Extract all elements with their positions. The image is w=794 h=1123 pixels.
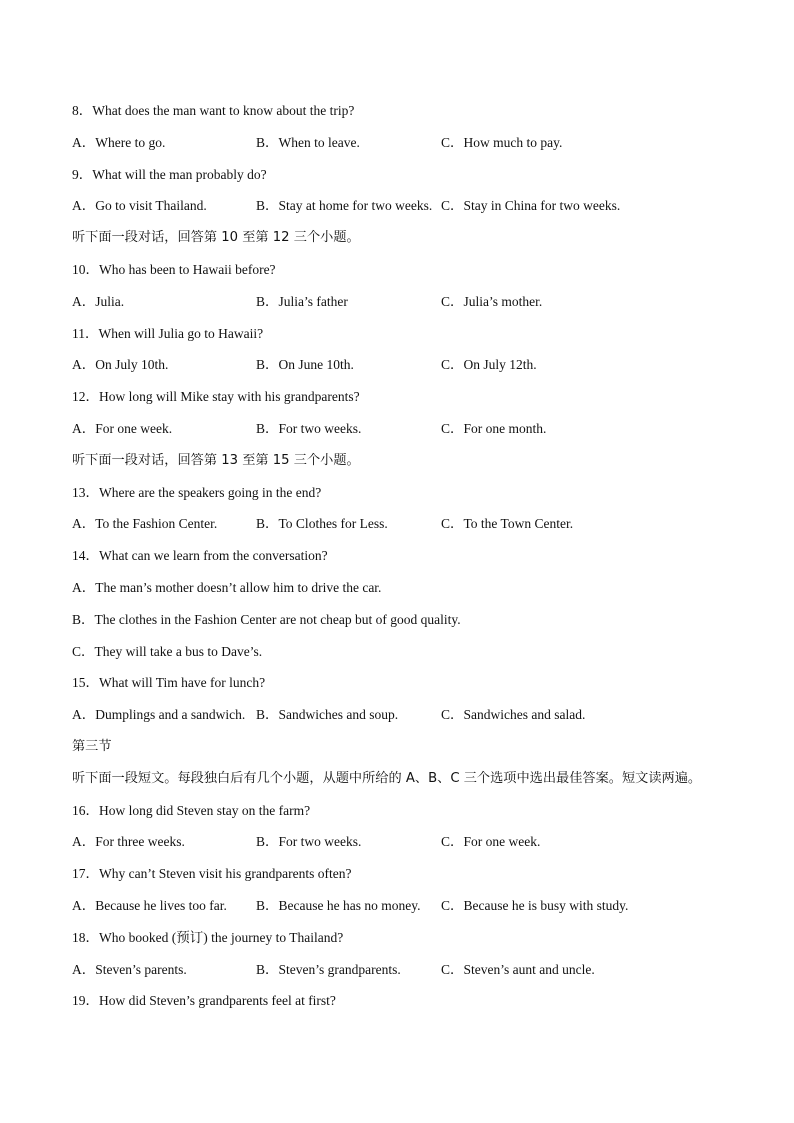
- option-a: A．For three weeks.: [72, 834, 185, 850]
- question-text: 12．How long will Mike stay with his grandparents?: [72, 389, 360, 405]
- answer-options-row: [72, 419, 752, 451]
- question-text: 9．What will the man probably do?: [72, 166, 267, 182]
- question-text: B．The clothes in the Fashion Center are not cheap but of good quality.: [72, 611, 461, 627]
- exam-page: [72, 101, 752, 1023]
- option-a: A．To the Fashion Center.: [72, 516, 218, 532]
- answer-options-row: [72, 133, 752, 165]
- option-c: C．Julia’s mother.: [441, 293, 543, 309]
- option-b: B．Stay at home for two weeks.: [256, 198, 433, 214]
- section-instruction: 听下面一段对话，回答第 13 至第 15 三个小题。: [72, 452, 360, 468]
- option-b: B．On June 10th.: [256, 357, 354, 373]
- option-b: B．Because he has no money.: [256, 897, 421, 913]
- option-a: A．For one week.: [72, 420, 173, 436]
- answer-options-row: [72, 196, 752, 228]
- question-text: 11．When will Julia go to Hawaii?: [72, 325, 264, 341]
- option-c: C．How much to pay.: [441, 134, 563, 150]
- question-text: 8．What does the man want to know about the trip?: [72, 103, 355, 118]
- answer-options-row: [72, 705, 752, 737]
- option-b: B．Julia’s father: [256, 293, 348, 309]
- option-c: C．To the Town Center.: [441, 516, 574, 532]
- question-text: 14．What can we learn from the conversation?: [72, 548, 328, 564]
- option-a: A．Steven’s parents.: [72, 961, 187, 977]
- option-c: C．Stay in China for two weeks.: [441, 198, 621, 214]
- option-c: C．Steven’s aunt and uncle.: [441, 961, 595, 977]
- question-text: 17．Why can’t Steven visit his grandparents often?: [72, 866, 352, 882]
- option-c: C．For one week.: [441, 834, 541, 850]
- option-b: B．For two weeks.: [256, 834, 362, 850]
- option-c: C．Sandwiches and salad.: [441, 707, 586, 723]
- question-text: 16．How long did Steven stay on the farm?: [72, 802, 311, 818]
- answer-options-row: [72, 292, 752, 324]
- question-text: C．They will take a bus to Dave’s.: [72, 643, 263, 659]
- option-c: C．On July 12th.: [441, 357, 537, 373]
- section-instruction: 听下面一段短文。每段独白后有几个小题，从题中所给的 A、B、C 三个选项中选出最佳答案。短文读两遍。: [72, 770, 702, 786]
- question-text: 10．Who has been to Hawaii before?: [72, 261, 276, 277]
- question-text: 13．Where are the speakers going in the end?: [72, 484, 322, 500]
- option-a: A．Go to visit Thailand.: [72, 198, 207, 214]
- section-instruction: 第三节: [72, 738, 112, 754]
- question-text: A．The man’s mother doesn’t allow him to drive the car.: [72, 579, 382, 595]
- option-b: B．To Clothes for Less.: [256, 516, 388, 532]
- option-b: B．For two weeks.: [256, 420, 362, 436]
- option-a: A．Where to go.: [72, 134, 166, 150]
- question-text: 19．How did Steven’s grandparents feel at first?: [72, 993, 336, 1009]
- question-text: 18．Who booked (预订) the journey to Thailand?: [72, 929, 344, 945]
- option-a: A．Julia.: [72, 293, 125, 309]
- answer-options-row: [72, 896, 752, 928]
- option-a: A．Dumplings and a sandwich.: [72, 707, 246, 723]
- option-a: A．On July 10th.: [72, 357, 169, 373]
- option-c: C．For one month.: [441, 420, 547, 436]
- answer-options-row: [72, 514, 752, 546]
- option-c: C．Because he is busy with study.: [441, 897, 629, 913]
- answer-options-row: [72, 355, 752, 387]
- answer-options-row: [72, 832, 752, 864]
- option-a: A．Because he lives too far.: [72, 897, 227, 913]
- question-text: 15．What will Tim have for lunch?: [72, 675, 266, 691]
- option-b: B．Sandwiches and soup.: [256, 707, 399, 723]
- section-instruction: 听下面一段对话，回答第 10 至第 12 三个小题。: [72, 230, 360, 246]
- answer-options-row: [72, 960, 752, 992]
- option-b: B．When to leave.: [256, 134, 360, 150]
- option-b: B．Steven’s grandparents.: [256, 961, 401, 977]
